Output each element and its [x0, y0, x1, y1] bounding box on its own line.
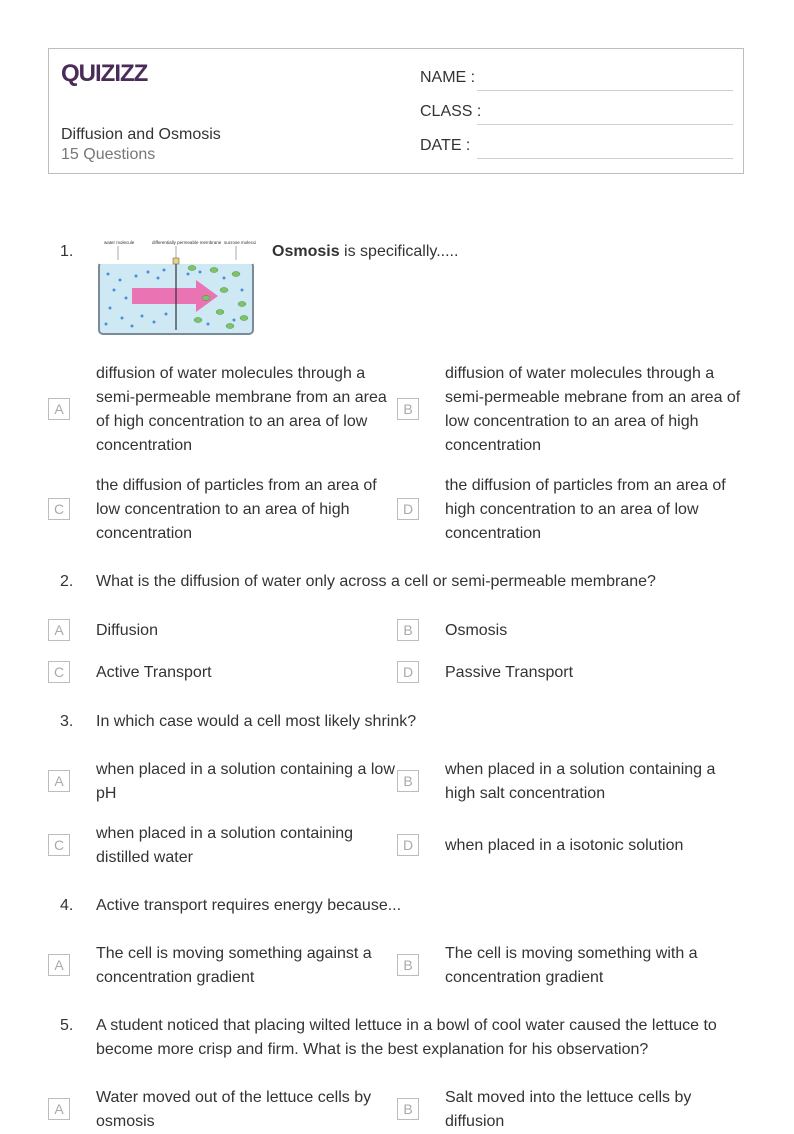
- worksheet-header: [48, 48, 744, 174]
- option-box[interactable]: B: [397, 619, 419, 641]
- question-number: 5.: [60, 1017, 74, 1034]
- option-text: Water moved out of the lettuce cells by osmosis: [96, 1089, 372, 1130]
- option-box[interactable]: C: [48, 834, 70, 856]
- label-membrane: differentially permeable membrane: [152, 240, 222, 245]
- option-text: when placed in a solution containing a high salt concentration: [445, 761, 716, 802]
- option-box[interactable]: B: [397, 1098, 419, 1120]
- date-line[interactable]: [477, 158, 733, 159]
- osmosis-diagram: [96, 238, 256, 343]
- option-text: Active Transport: [96, 664, 212, 681]
- option-box[interactable]: B: [397, 954, 419, 976]
- option-box[interactable]: C: [48, 661, 70, 683]
- question-text: [272, 240, 732, 264]
- quizizz-logo: [61, 59, 153, 92]
- worksheet-question-count: 15 Questions: [61, 146, 156, 163]
- label-water-molecule: water molecule: [104, 240, 135, 245]
- option-text: when placed in a solution containing a low pH: [96, 761, 395, 802]
- option-text: The cell is moving something against a concentration gradient: [96, 945, 372, 986]
- option-box[interactable]: D: [397, 661, 419, 683]
- option-box[interactable]: D: [397, 498, 419, 520]
- name-line[interactable]: [477, 90, 733, 91]
- option-text: the diffusion of particles from an area of low concentration to an area of high concentration: [96, 477, 377, 542]
- label-sucrose: sucrose molecule: [224, 240, 256, 245]
- option-box[interactable]: A: [48, 770, 70, 792]
- question-number: 1.: [60, 243, 74, 260]
- option-box[interactable]: B: [397, 398, 419, 420]
- option-box[interactable]: B: [397, 770, 419, 792]
- question-keyword: Osmosis: [272, 243, 340, 260]
- option-box[interactable]: D: [397, 834, 419, 856]
- question-text: What is the diffusion of water only across a cell or semi-permeable membrane?: [96, 573, 656, 590]
- class-line[interactable]: [477, 124, 733, 125]
- question-text-rest: is specifically.....: [339, 243, 459, 260]
- option-text: Diffusion: [96, 622, 158, 639]
- option-text: The cell is moving something with a concentration gradient: [445, 945, 698, 986]
- option-text: when placed in a solution containing distilled water: [96, 825, 354, 866]
- class-label: CLASS :: [420, 103, 482, 120]
- option-box[interactable]: A: [48, 619, 70, 641]
- question-text: In which case would a cell most likely shrink?: [96, 713, 417, 730]
- question-number: 2.: [60, 573, 74, 590]
- option-text: when placed in a isotonic solution: [445, 837, 684, 854]
- question-number: 3.: [60, 713, 74, 730]
- option-text: Osmosis: [445, 622, 508, 639]
- date-label: DATE :: [420, 137, 471, 154]
- option-box[interactable]: A: [48, 398, 70, 420]
- option-text: diffusion of water molecules through a semi-permeable mebrane from an area of low concentration to an area of high concentration: [445, 365, 741, 454]
- option-box[interactable]: A: [48, 954, 70, 976]
- option-box[interactable]: C: [48, 498, 70, 520]
- name-label: NAME :: [420, 69, 476, 86]
- option-text: diffusion of water molecules through a semi-permeable membrane from an area of high concentration to an area of low concentration: [96, 365, 387, 454]
- logo-text: QUIZIZZ: [61, 60, 148, 87]
- question-text: A student noticed that placing wilted lettuce in a bowl of cool water caused the lettuce to become more crisp and firm. What is the best explanation for his observation?: [96, 1017, 717, 1058]
- option-text: Salt moved into the lettuce cells by diffusion: [445, 1089, 692, 1130]
- question-text: Active transport requires energy because...: [96, 897, 402, 914]
- option-box[interactable]: A: [48, 1098, 70, 1120]
- option-text: the diffusion of particles from an area of high concentration to an area of low concentration: [445, 477, 726, 542]
- worksheet-title: Diffusion and Osmosis: [61, 126, 221, 143]
- question-number: 4.: [60, 897, 74, 914]
- option-text: Passive Transport: [445, 664, 574, 681]
